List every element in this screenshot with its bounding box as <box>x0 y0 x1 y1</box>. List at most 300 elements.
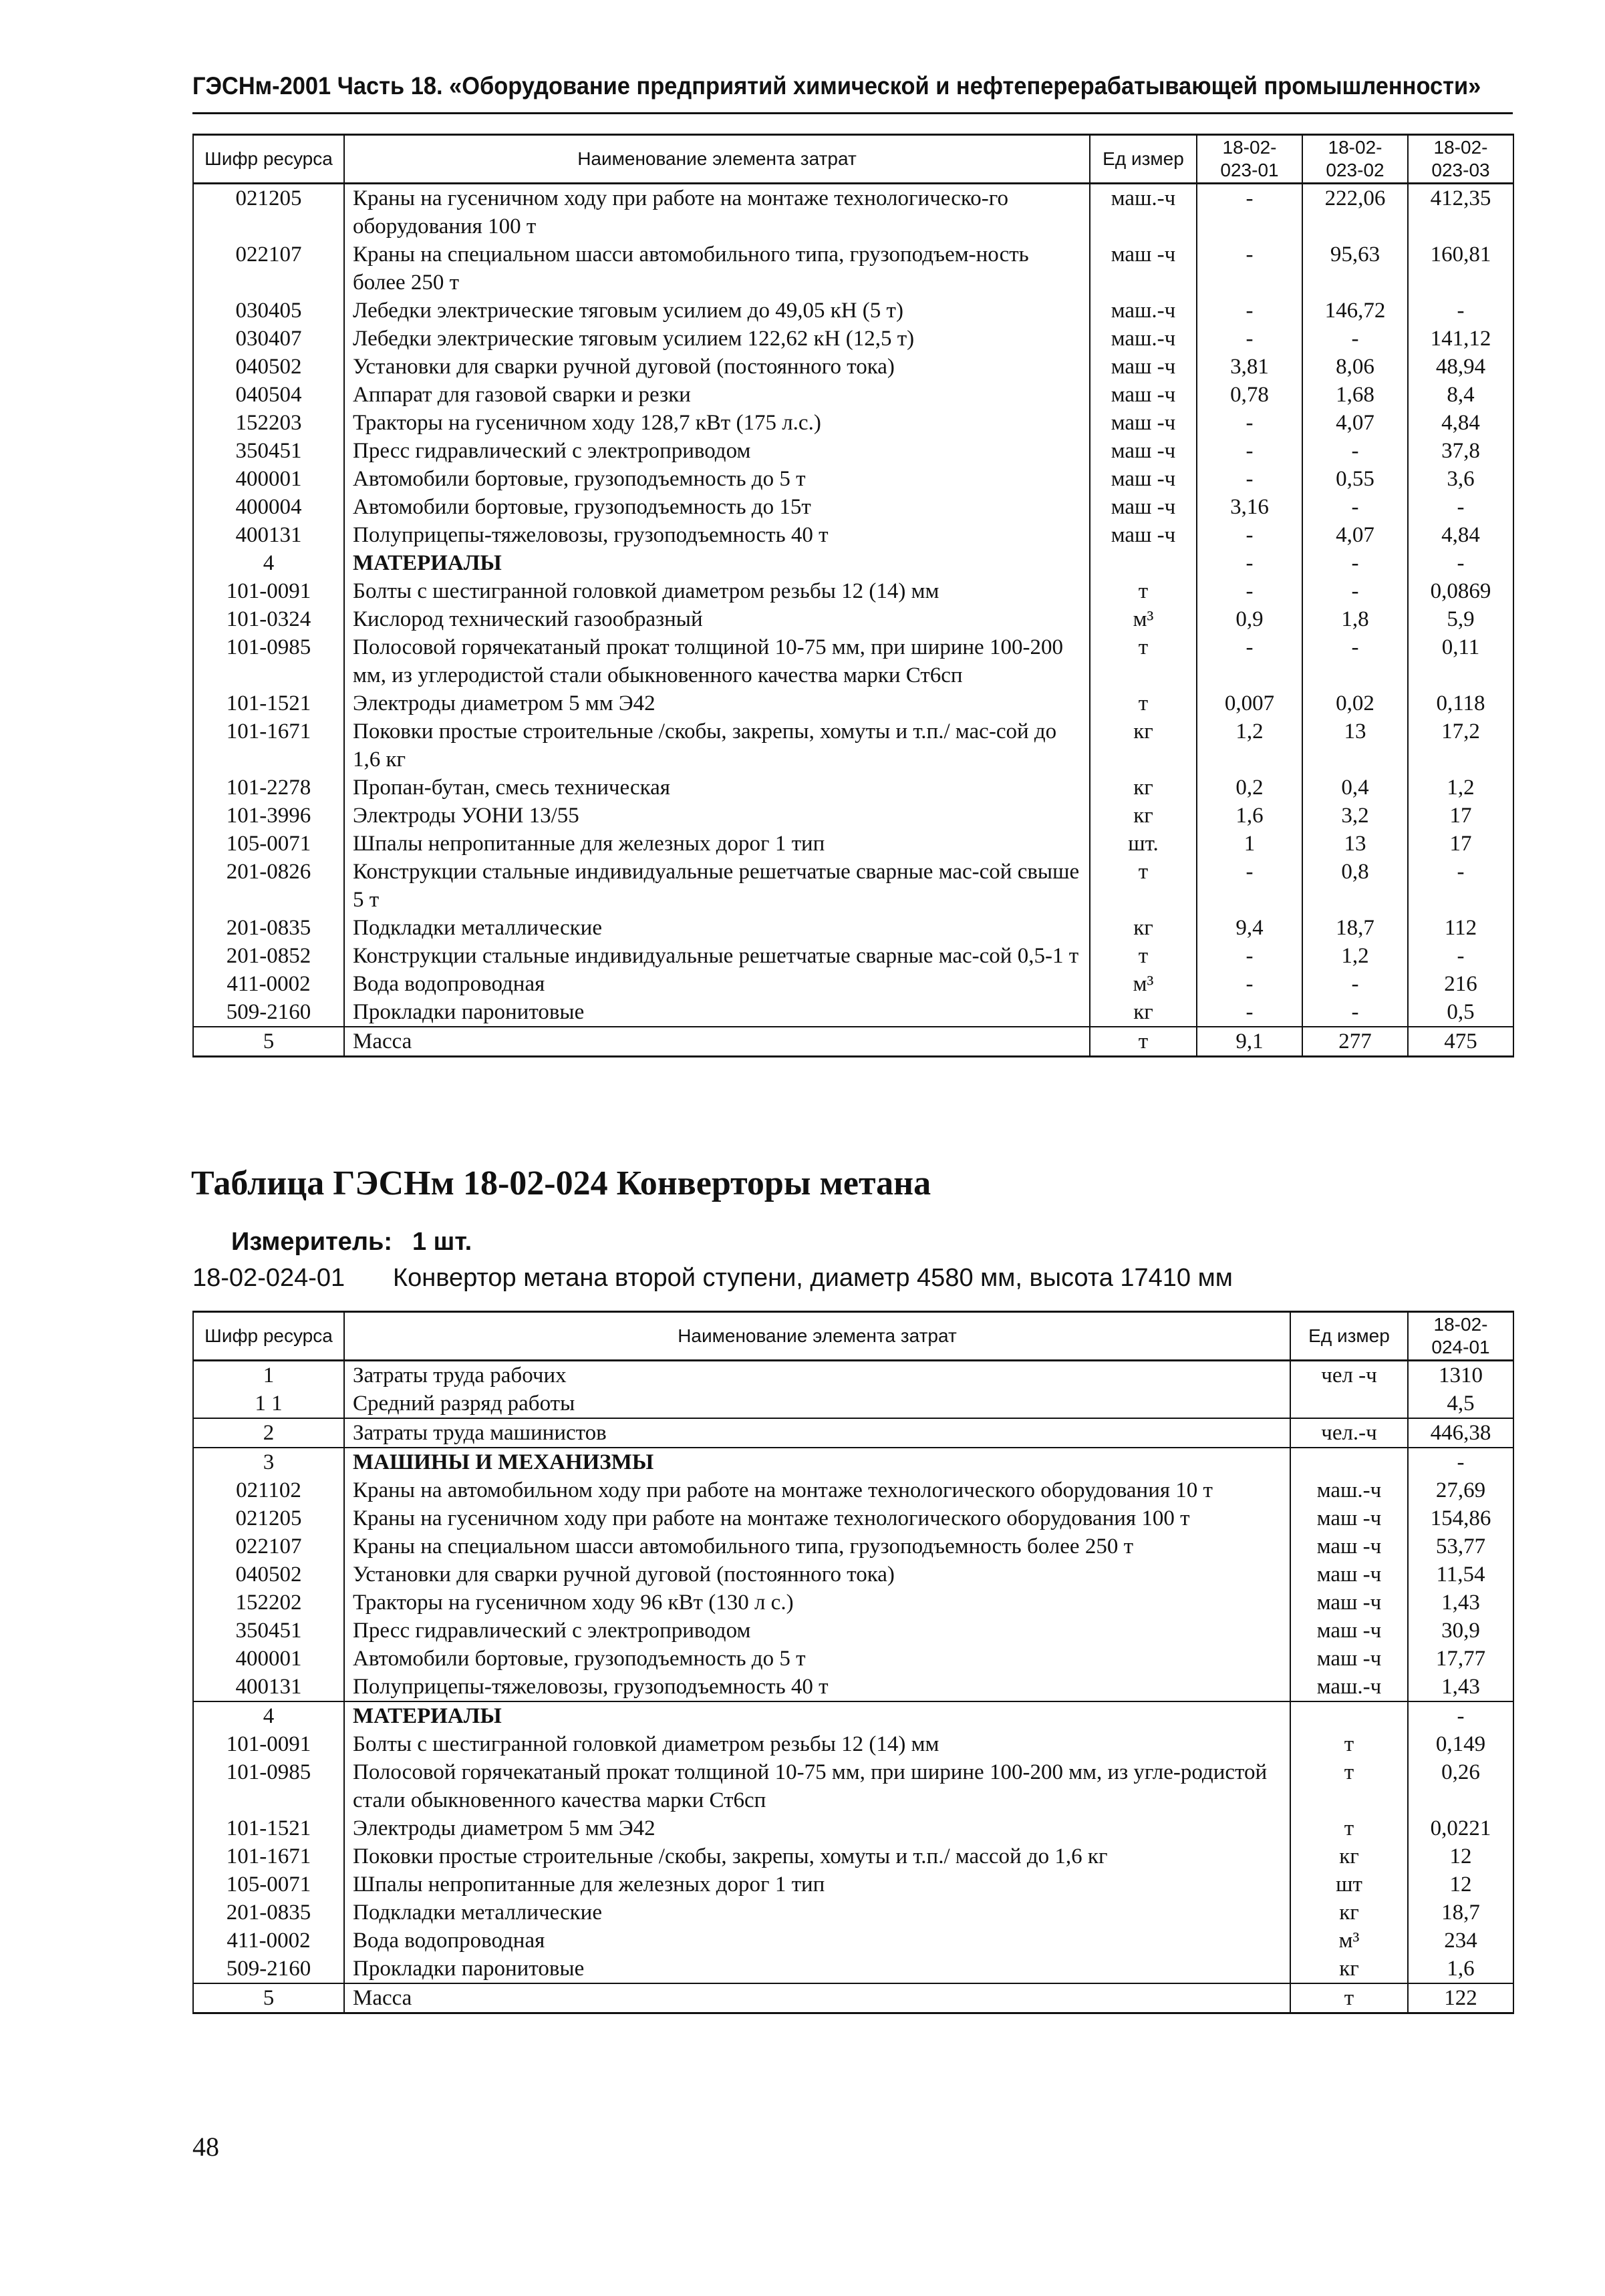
cell-value: - <box>1197 998 1302 1027</box>
cell-name: Электроды диаметром 5 мм Э42 <box>344 689 1090 717</box>
cell-value: - <box>1302 493 1408 521</box>
cell-value: 0,0221 <box>1408 1814 1513 1842</box>
table-row <box>193 1589 1513 1617</box>
cell-unit: маш -ч <box>1290 1589 1408 1617</box>
cell-value: - <box>1197 633 1302 689</box>
cell-name: Электроды УОНИ 13/55 <box>344 802 1090 830</box>
cell-value: 13 <box>1302 830 1408 858</box>
cell-unit: маш -ч <box>1290 1504 1408 1532</box>
table-row <box>193 409 1513 437</box>
cell-value: - <box>1197 409 1302 437</box>
cell-value: - <box>1197 521 1302 549</box>
table-row <box>193 1418 1513 1448</box>
cell-name: МАТЕРИАЛЫ <box>344 1701 1290 1730</box>
cell-code: 400001 <box>193 1645 344 1673</box>
cell-value: 12 <box>1408 1842 1513 1870</box>
cell-code: 040502 <box>193 1561 344 1589</box>
cell-name: Тракторы на гусеничном ходу 128,7 кВт (175 л.с.) <box>344 409 1090 437</box>
cell-name: Автомобили бортовые, грузоподъемность до 5 т <box>344 1645 1290 1673</box>
cell-name: Краны на специальном шасси автомобильного типа, грузоподъем-ность более 250 т <box>344 240 1090 297</box>
cell-value: - <box>1197 297 1302 325</box>
cell-value: 13 <box>1302 717 1408 774</box>
cell-value: 222,06 <box>1302 184 1408 241</box>
table-row <box>193 1389 1513 1418</box>
cell-code: 1 1 <box>193 1389 344 1418</box>
cell-code: 201-0852 <box>193 942 344 970</box>
cell-unit: кг <box>1090 717 1197 774</box>
cell-name: Поковки простые строительные /скобы, закрепы, хомуты и т.п./ массой до 1,6 кг <box>344 1842 1290 1870</box>
cell-value: 37,8 <box>1408 437 1513 465</box>
table-row <box>193 521 1513 549</box>
cell-value: - <box>1408 1701 1513 1730</box>
cell-value: - <box>1302 437 1408 465</box>
cell-value: 18,7 <box>1302 914 1408 942</box>
cell-value: 5,9 <box>1408 605 1513 633</box>
cell-name: Подкладки металлические <box>344 1899 1290 1927</box>
cell-code: 101-0091 <box>193 577 344 605</box>
table-row <box>193 1027 1513 1057</box>
cell-value: 0,55 <box>1302 465 1408 493</box>
cell-name: Конструкции стальные индивидуальные решетчатые сварные мас-сой 0,5-1 т <box>344 942 1090 970</box>
cell-value: 17,2 <box>1408 717 1513 774</box>
table-row <box>193 1983 1513 2013</box>
cell-name: МАШИНЫ И МЕХАНИЗМЫ <box>344 1448 1290 1476</box>
cell-unit: т <box>1290 1814 1408 1842</box>
cell-code: 040502 <box>193 353 344 381</box>
table-row <box>193 1899 1513 1927</box>
cell-unit: кг <box>1290 1842 1408 1870</box>
table-row <box>193 1870 1513 1899</box>
cell-unit <box>1290 1389 1408 1418</box>
cell-value: 12 <box>1408 1870 1513 1899</box>
cell-unit: шт. <box>1090 830 1197 858</box>
cell-value: 4,5 <box>1408 1389 1513 1418</box>
cell-value: 1,2 <box>1408 774 1513 802</box>
cell-name: Электроды диаметром 5 мм Э42 <box>344 1814 1290 1842</box>
cell-value: - <box>1197 942 1302 970</box>
cell-unit: т <box>1090 689 1197 717</box>
cell-code: 101-0985 <box>193 1758 344 1814</box>
cell-name: Конструкции стальные индивидуальные решетчатые сварные мас-сой свыше 5 т <box>344 858 1090 914</box>
cell-name: Полуприцепы-тяжеловозы, грузоподъемность 40 т <box>344 521 1090 549</box>
cell-unit: т <box>1090 633 1197 689</box>
cell-unit: т <box>1290 1758 1408 1814</box>
table-body <box>193 1361 1513 2013</box>
cell-unit: кг <box>1090 914 1197 942</box>
section-row <box>193 549 1513 577</box>
table-row <box>193 1617 1513 1645</box>
cell-value: 1310 <box>1408 1361 1513 1390</box>
cell-unit: т <box>1290 1983 1408 2013</box>
cell-code: 3 <box>193 1448 344 1476</box>
cell-unit: маш -ч <box>1290 1561 1408 1589</box>
table-row <box>193 240 1513 297</box>
cell-unit: маш.-ч <box>1090 184 1197 241</box>
section-row <box>193 1701 1513 1730</box>
cell-unit: т <box>1090 942 1197 970</box>
cell-value: 234 <box>1408 1927 1513 1955</box>
header-rule <box>192 112 1513 114</box>
cell-name: Средний разряд работы <box>344 1389 1290 1418</box>
table-row <box>193 998 1513 1027</box>
table-row <box>193 1927 1513 1955</box>
position-text: Конвертор метана второй ступени, диаметр 4580 мм, высота 17410 мм <box>393 1264 1233 1292</box>
table-row <box>193 774 1513 802</box>
cell-unit: маш -ч <box>1090 240 1197 297</box>
cell-value: 1,8 <box>1302 605 1408 633</box>
cell-value: - <box>1197 465 1302 493</box>
cell-value: - <box>1302 633 1408 689</box>
cell-name: Шпалы непропитанные для железных дорог 1 тип <box>344 1870 1290 1899</box>
cell-value: 4,84 <box>1408 409 1513 437</box>
cell-value: 122 <box>1408 1983 1513 2013</box>
table-row <box>193 1814 1513 1842</box>
cell-code: 101-1671 <box>193 1842 344 1870</box>
cell-value: - <box>1197 549 1302 577</box>
table-row <box>193 717 1513 774</box>
cell-name: Пресс гидравлический с электроприводом <box>344 1617 1290 1645</box>
cell-unit: кг <box>1090 802 1197 830</box>
table-body <box>193 184 1513 1057</box>
table-row <box>193 465 1513 493</box>
cell-value: 17 <box>1408 802 1513 830</box>
cell-name: Болты с шестигранной головкой диаметром резьбы 12 (14) мм <box>344 1730 1290 1758</box>
cell-code: 101-0985 <box>193 633 344 689</box>
cell-value: 412,35 <box>1408 184 1513 241</box>
cell-value: 18,7 <box>1408 1899 1513 1927</box>
cell-code: 101-0324 <box>193 605 344 633</box>
cell-value: 146,72 <box>1302 297 1408 325</box>
cell-code: 201-0826 <box>193 858 344 914</box>
cell-value: - <box>1197 858 1302 914</box>
cell-value: 48,94 <box>1408 353 1513 381</box>
cell-name: Затраты труда машинистов <box>344 1418 1290 1448</box>
cell-unit: чел.-ч <box>1290 1418 1408 1448</box>
cell-value: - <box>1408 297 1513 325</box>
cell-unit: маш.-ч <box>1090 325 1197 353</box>
cell-code: 101-1671 <box>193 717 344 774</box>
cell-unit: м³ <box>1090 605 1197 633</box>
cell-value: - <box>1197 240 1302 297</box>
section-row <box>193 1448 1513 1476</box>
cell-value: - <box>1408 942 1513 970</box>
cell-code: 411-0002 <box>193 970 344 998</box>
cell-value: 1,2 <box>1302 942 1408 970</box>
cell-name: Краны на гусеничном ходу при работе на монтаже технологического оборудования 100 т <box>344 1504 1290 1532</box>
column-header-norm-03: 18-02-023-03 <box>1408 135 1513 184</box>
cell-value: - <box>1197 184 1302 241</box>
cell-code: 4 <box>193 549 344 577</box>
cell-unit: маш -ч <box>1090 521 1197 549</box>
cell-name: Прокладки паронитовые <box>344 998 1090 1027</box>
cell-name: МАТЕРИАЛЫ <box>344 549 1090 577</box>
cell-code: 101-1521 <box>193 689 344 717</box>
column-header-code: Шифр ресурса <box>193 1312 344 1361</box>
page-header: ГЭСНм-2001 Часть 18. «Оборудование предприятий химической и нефтеперерабатывающей промышленности» <box>192 72 1481 100</box>
page-number: 48 <box>192 2132 219 2162</box>
cell-unit: маш.-ч <box>1290 1673 1408 1701</box>
table-row <box>193 689 1513 717</box>
table-row <box>193 577 1513 605</box>
cell-name: Масса <box>344 1027 1090 1057</box>
cell-code: 400131 <box>193 521 344 549</box>
cell-name: Полосовой горячекатаный прокат толщиной 10-75 мм, при ширине 100-200 мм, из углеродистой стали обыкновенного качества марки Ст6сп <box>344 633 1090 689</box>
cell-code: 509-2160 <box>193 1955 344 1983</box>
cell-value: 154,86 <box>1408 1504 1513 1532</box>
cell-unit: маш.-ч <box>1290 1476 1408 1504</box>
cell-value: 216 <box>1408 970 1513 998</box>
cell-unit: т <box>1290 1730 1408 1758</box>
cell-value: 53,77 <box>1408 1532 1513 1561</box>
cell-unit: кг <box>1090 998 1197 1027</box>
cell-name: Болты с шестигранной головкой диаметром резьбы 12 (14) мм <box>344 577 1090 605</box>
cell-value: - <box>1197 970 1302 998</box>
cell-value: - <box>1197 577 1302 605</box>
table-row <box>193 1730 1513 1758</box>
cell-name: Краны на гусеничном ходу при работе на монтаже технологическо-го оборудования 100 т <box>344 184 1090 241</box>
cell-code: 022107 <box>193 1532 344 1561</box>
cell-name: Вода водопроводная <box>344 970 1090 998</box>
cell-value: - <box>1302 998 1408 1027</box>
cell-value: 160,81 <box>1408 240 1513 297</box>
cell-value: 112 <box>1408 914 1513 942</box>
cell-unit: маш -ч <box>1290 1617 1408 1645</box>
cell-code: 400004 <box>193 493 344 521</box>
table-row <box>193 1561 1513 1589</box>
column-header-norm-01: 18-02-023-01 <box>1197 135 1302 184</box>
cell-code: 101-2278 <box>193 774 344 802</box>
cell-code: 411-0002 <box>193 1927 344 1955</box>
cell-unit: маш -ч <box>1090 353 1197 381</box>
cell-value: 9,1 <box>1197 1027 1302 1057</box>
cell-value: 0,11 <box>1408 633 1513 689</box>
cell-value: 475 <box>1408 1027 1513 1057</box>
table-row <box>193 325 1513 353</box>
cell-code: 509-2160 <box>193 998 344 1027</box>
cell-name: Краны на специальном шасси автомобильного типа, грузоподъемность более 250 т <box>344 1532 1290 1561</box>
cell-unit: маш -ч <box>1290 1532 1408 1561</box>
cell-code: 022107 <box>193 240 344 297</box>
cell-unit: т <box>1090 577 1197 605</box>
cell-code: 101-0091 <box>193 1730 344 1758</box>
position-code: 18-02-024-01 <box>192 1264 345 1292</box>
cell-value: 17,77 <box>1408 1645 1513 1673</box>
cell-code: 040504 <box>193 381 344 409</box>
cell-code: 400001 <box>193 465 344 493</box>
cell-value: 141,12 <box>1408 325 1513 353</box>
column-header-norm-02: 18-02-023-02 <box>1302 135 1408 184</box>
table-row <box>193 830 1513 858</box>
column-header-code: Шифр ресурса <box>193 135 344 184</box>
cell-code: 1 <box>193 1361 344 1390</box>
cell-code: 350451 <box>193 1617 344 1645</box>
cell-value: 27,69 <box>1408 1476 1513 1504</box>
cell-value: 4,07 <box>1302 521 1408 549</box>
cell-value: 0,4 <box>1302 774 1408 802</box>
cell-name: Полуприцепы-тяжеловозы, грузоподъемность 40 т <box>344 1673 1290 1701</box>
cell-code: 5 <box>193 1983 344 2013</box>
resource-table-18-02-023 <box>192 134 1514 1057</box>
cell-value: 8,06 <box>1302 353 1408 381</box>
cell-value: - <box>1408 493 1513 521</box>
cell-value: 17 <box>1408 830 1513 858</box>
table-row <box>193 605 1513 633</box>
cell-value: 4,84 <box>1408 521 1513 549</box>
table-row <box>193 1645 1513 1673</box>
table-row <box>193 914 1513 942</box>
cell-unit: кг <box>1290 1955 1408 1983</box>
table-row <box>193 1361 1513 1390</box>
column-header-unit: Ед измер <box>1290 1312 1408 1361</box>
cell-value: 8,4 <box>1408 381 1513 409</box>
table-row <box>193 970 1513 998</box>
cell-value: 0,9 <box>1197 605 1302 633</box>
column-header-name: Наименование элемента затрат <box>344 1312 1290 1361</box>
cell-name: Автомобили бортовые, грузоподъемность до 5 т <box>344 465 1090 493</box>
cell-name: Полосовой горячекатаный прокат толщиной 10-75 мм, при ширине 100-200 мм, из угле-родистой стали обыкновенного качества марки Ст6сп <box>344 1758 1290 1814</box>
cell-value: 1,6 <box>1408 1955 1513 1983</box>
cell-name: Пресс гидравлический с электроприводом <box>344 437 1090 465</box>
cell-value: 1,68 <box>1302 381 1408 409</box>
measure-line <box>231 1228 472 1257</box>
table-row <box>193 1673 1513 1701</box>
cell-code: 021102 <box>193 1476 344 1504</box>
table-row <box>193 493 1513 521</box>
column-header-norm-01: 18-02-024-01 <box>1408 1312 1513 1361</box>
cell-name: Шпалы непропитанные для железных дорог 1 тип <box>344 830 1090 858</box>
cell-unit <box>1290 1701 1408 1730</box>
cell-name: Аппарат для газовой сварки и резки <box>344 381 1090 409</box>
cell-code: 021205 <box>193 1504 344 1532</box>
table-header-row <box>193 1312 1513 1361</box>
cell-value: 30,9 <box>1408 1617 1513 1645</box>
cell-value: 3,6 <box>1408 465 1513 493</box>
cell-value: - <box>1408 1448 1513 1476</box>
table-row <box>193 942 1513 970</box>
cell-value: - <box>1408 858 1513 914</box>
cell-value: 3,81 <box>1197 353 1302 381</box>
cell-unit: маш -ч <box>1090 465 1197 493</box>
cell-code: 101-3996 <box>193 802 344 830</box>
cell-name: Лебедки электрические тяговым усилием 122,62 кН (12,5 т) <box>344 325 1090 353</box>
table-row <box>193 802 1513 830</box>
cell-value: - <box>1197 437 1302 465</box>
cell-value: 4,07 <box>1302 409 1408 437</box>
cell-code: 030405 <box>193 297 344 325</box>
cell-value: - <box>1408 549 1513 577</box>
cell-code: 030407 <box>193 325 344 353</box>
cell-value: 0,02 <box>1302 689 1408 717</box>
table-row <box>193 1532 1513 1561</box>
cell-value: 0,26 <box>1408 1758 1513 1814</box>
cell-value: 1 <box>1197 830 1302 858</box>
table-row <box>193 1955 1513 1983</box>
cell-unit: маш -ч <box>1090 493 1197 521</box>
table-row <box>193 858 1513 914</box>
cell-value: 1,43 <box>1408 1673 1513 1701</box>
cell-unit <box>1090 549 1197 577</box>
cell-value: 11,54 <box>1408 1561 1513 1589</box>
cell-name: Лебедки электрические тяговым усилием до 49,05 кН (5 т) <box>344 297 1090 325</box>
table-row <box>193 437 1513 465</box>
cell-value: - <box>1302 549 1408 577</box>
cell-name: Автомобили бортовые, грузоподъемность до 15т <box>344 493 1090 521</box>
cell-value: 446,38 <box>1408 1418 1513 1448</box>
cell-value: 1,43 <box>1408 1589 1513 1617</box>
cell-code: 201-0835 <box>193 914 344 942</box>
cell-name: Установки для сварки ручной дуговой (постоянного тока) <box>344 353 1090 381</box>
table-row <box>193 1842 1513 1870</box>
column-header-unit: Ед измер <box>1090 135 1197 184</box>
cell-code: 400131 <box>193 1673 344 1701</box>
resource-table-18-02-024 <box>192 1311 1514 2014</box>
cell-unit: т <box>1090 1027 1197 1057</box>
column-header-name: Наименование элемента затрат <box>344 135 1090 184</box>
cell-unit: м³ <box>1290 1927 1408 1955</box>
cell-value: 277 <box>1302 1027 1408 1057</box>
table-header-row <box>193 135 1513 184</box>
cell-value: 95,63 <box>1302 240 1408 297</box>
cell-value: 0,78 <box>1197 381 1302 409</box>
cell-code: 101-1521 <box>193 1814 344 1842</box>
cell-name: Вода водопроводная <box>344 1927 1290 1955</box>
cell-value: - <box>1302 970 1408 998</box>
table-row <box>193 1504 1513 1532</box>
cell-value: 1,2 <box>1197 717 1302 774</box>
cell-code: 5 <box>193 1027 344 1057</box>
table-title: Таблица ГЭСНм 18-02-024 Конверторы метана <box>191 1164 931 1202</box>
cell-name: Затраты труда рабочих <box>344 1361 1290 1390</box>
cell-unit <box>1290 1448 1408 1476</box>
cell-value: 9,4 <box>1197 914 1302 942</box>
table-row <box>193 381 1513 409</box>
cell-code: 021205 <box>193 184 344 241</box>
cell-value: 0,8 <box>1302 858 1408 914</box>
position-line <box>192 1264 1233 1293</box>
cell-value: 0,118 <box>1408 689 1513 717</box>
cell-value: 0,007 <box>1197 689 1302 717</box>
table-row <box>193 184 1513 241</box>
cell-value: 1,6 <box>1197 802 1302 830</box>
cell-value: 3,16 <box>1197 493 1302 521</box>
cell-unit: маш -ч <box>1090 409 1197 437</box>
cell-value: 0,0869 <box>1408 577 1513 605</box>
table-row <box>193 1758 1513 1814</box>
cell-name: Поковки простые строительные /скобы, закрепы, хомуты и т.п./ мас-сой до 1,6 кг <box>344 717 1090 774</box>
cell-unit: чел -ч <box>1290 1361 1408 1390</box>
cell-value: 0,149 <box>1408 1730 1513 1758</box>
cell-code: 350451 <box>193 437 344 465</box>
cell-name: Тракторы на гусеничном ходу 96 кВт (130 л с.) <box>344 1589 1290 1617</box>
table-row <box>193 353 1513 381</box>
cell-unit: маш.-ч <box>1090 297 1197 325</box>
cell-unit: шт <box>1290 1870 1408 1899</box>
cell-code: 152202 <box>193 1589 344 1617</box>
cell-unit: маш -ч <box>1090 437 1197 465</box>
table-row <box>193 297 1513 325</box>
cell-code: 152203 <box>193 409 344 437</box>
cell-unit: маш -ч <box>1290 1645 1408 1673</box>
cell-code: 105-0071 <box>193 1870 344 1899</box>
cell-name: Подкладки металлические <box>344 914 1090 942</box>
cell-code: 2 <box>193 1418 344 1448</box>
cell-unit: т <box>1090 858 1197 914</box>
cell-value: - <box>1302 325 1408 353</box>
cell-name: Прокладки паронитовые <box>344 1955 1290 1983</box>
table-row <box>193 633 1513 689</box>
cell-name: Пропан-бутан, смесь техническая <box>344 774 1090 802</box>
cell-unit: кг <box>1090 774 1197 802</box>
